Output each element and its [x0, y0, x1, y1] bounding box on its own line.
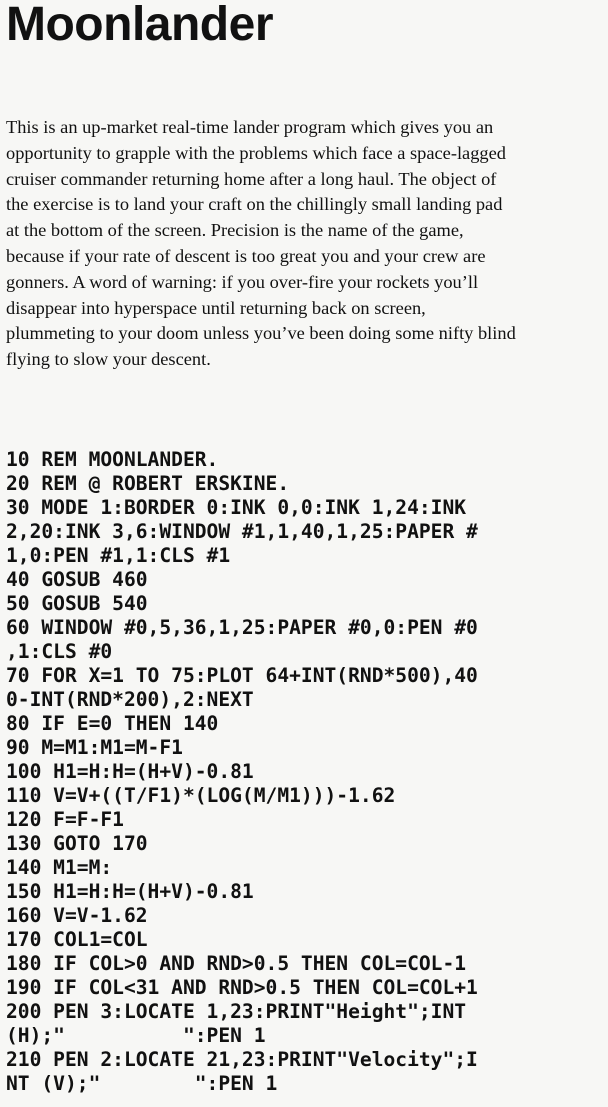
- intro-line: This is an up-market real-time lander program which gives you an: [6, 117, 494, 137]
- code-line: ,1:CLS #0: [6, 640, 113, 663]
- code-line: 1,0:PEN #1,1:CLS #1: [6, 544, 231, 567]
- intro-line: the exercise is to land your craft on the chillingly small landing pad: [6, 194, 503, 215]
- intro-line: because if your rate of descent is too great you and your crew are: [6, 245, 486, 266]
- code-line: 70 FOR X=1 TO 75:PLOT 64+INT(RND*500),40: [6, 664, 478, 687]
- code-line: 40 GOSUB 460: [6, 568, 148, 591]
- code-line: 60 WINDOW #0,5,36,1,25:PAPER #0,0:PEN #0: [6, 616, 478, 639]
- code-line: 180 IF COL>0 AND RND>0.5 THEN COL=COL-1: [6, 952, 467, 975]
- code-line: (H);" ":PEN 1: [6, 1024, 266, 1047]
- code-line: 130 GOTO 170: [6, 832, 148, 855]
- code-line: 150 H1=H:H=(H+V)-0.81: [6, 880, 254, 903]
- code-line: 100 H1=H:H=(H+V)-0.81: [6, 760, 254, 783]
- code-line: 170 COL1=COL: [6, 928, 148, 951]
- code-line: 80 IF E=0 THEN 140: [6, 712, 219, 735]
- code-line: 120 F=F-F1: [6, 808, 124, 831]
- code-line: 110 V=V+((T/F1)*(LOG(M/M1)))-1.62: [6, 784, 396, 807]
- code-line: 0-INT(RND*200),2:NEXT: [6, 688, 254, 711]
- code-line: 210 PEN 2:LOCATE 21,23:PRINT"Velocity";I: [6, 1048, 478, 1071]
- page-title: Moonlander: [6, 0, 273, 51]
- code-line: 20 REM @ ROBERT ERSKINE.: [6, 472, 290, 495]
- code-line: 10 REM MOONLANDER.: [6, 448, 219, 471]
- code-line: NT (V);" ":PEN 1: [6, 1072, 278, 1095]
- code-line: 50 GOSUB 540: [6, 592, 148, 615]
- code-line: 140 M1=M:: [6, 856, 113, 879]
- intro-line: plummeting to your doom unless you’ve been doing some nifty blind: [6, 323, 516, 344]
- intro-line: disappear into hyperspace until returning back on screen,: [6, 297, 426, 318]
- code-line: 30 MODE 1:BORDER 0:INK 0,0:INK 1,24:INK: [6, 496, 467, 519]
- code-line: 190 IF COL<31 AND RND>0.5 THEN COL=COL+1: [6, 976, 478, 999]
- intro-paragraph: [6, 115, 606, 373]
- code-line: 90 M=M1:M1=M-F1: [6, 736, 183, 759]
- code-line: 160 V=V-1.62: [6, 904, 148, 927]
- intro-line: cruiser commander returning home after a long haul. The object of: [6, 168, 497, 189]
- intro-line: at the bottom of the screen. Precision is the name of the game,: [6, 220, 464, 241]
- intro-line: flying to slow your descent.: [6, 349, 211, 370]
- intro-line: opportunity to grapple with the problems which face a space-lagged: [6, 142, 506, 163]
- code-listing: [6, 448, 606, 1096]
- intro-line: gonners. A word of warning: if you over-fire your rockets you’ll: [6, 271, 479, 292]
- code-line: 2,20:INK 3,6:WINDOW #1,1,40,1,25:PAPER #: [6, 520, 478, 543]
- code-line: 200 PEN 3:LOCATE 1,23:PRINT"Height";INT: [6, 1000, 467, 1023]
